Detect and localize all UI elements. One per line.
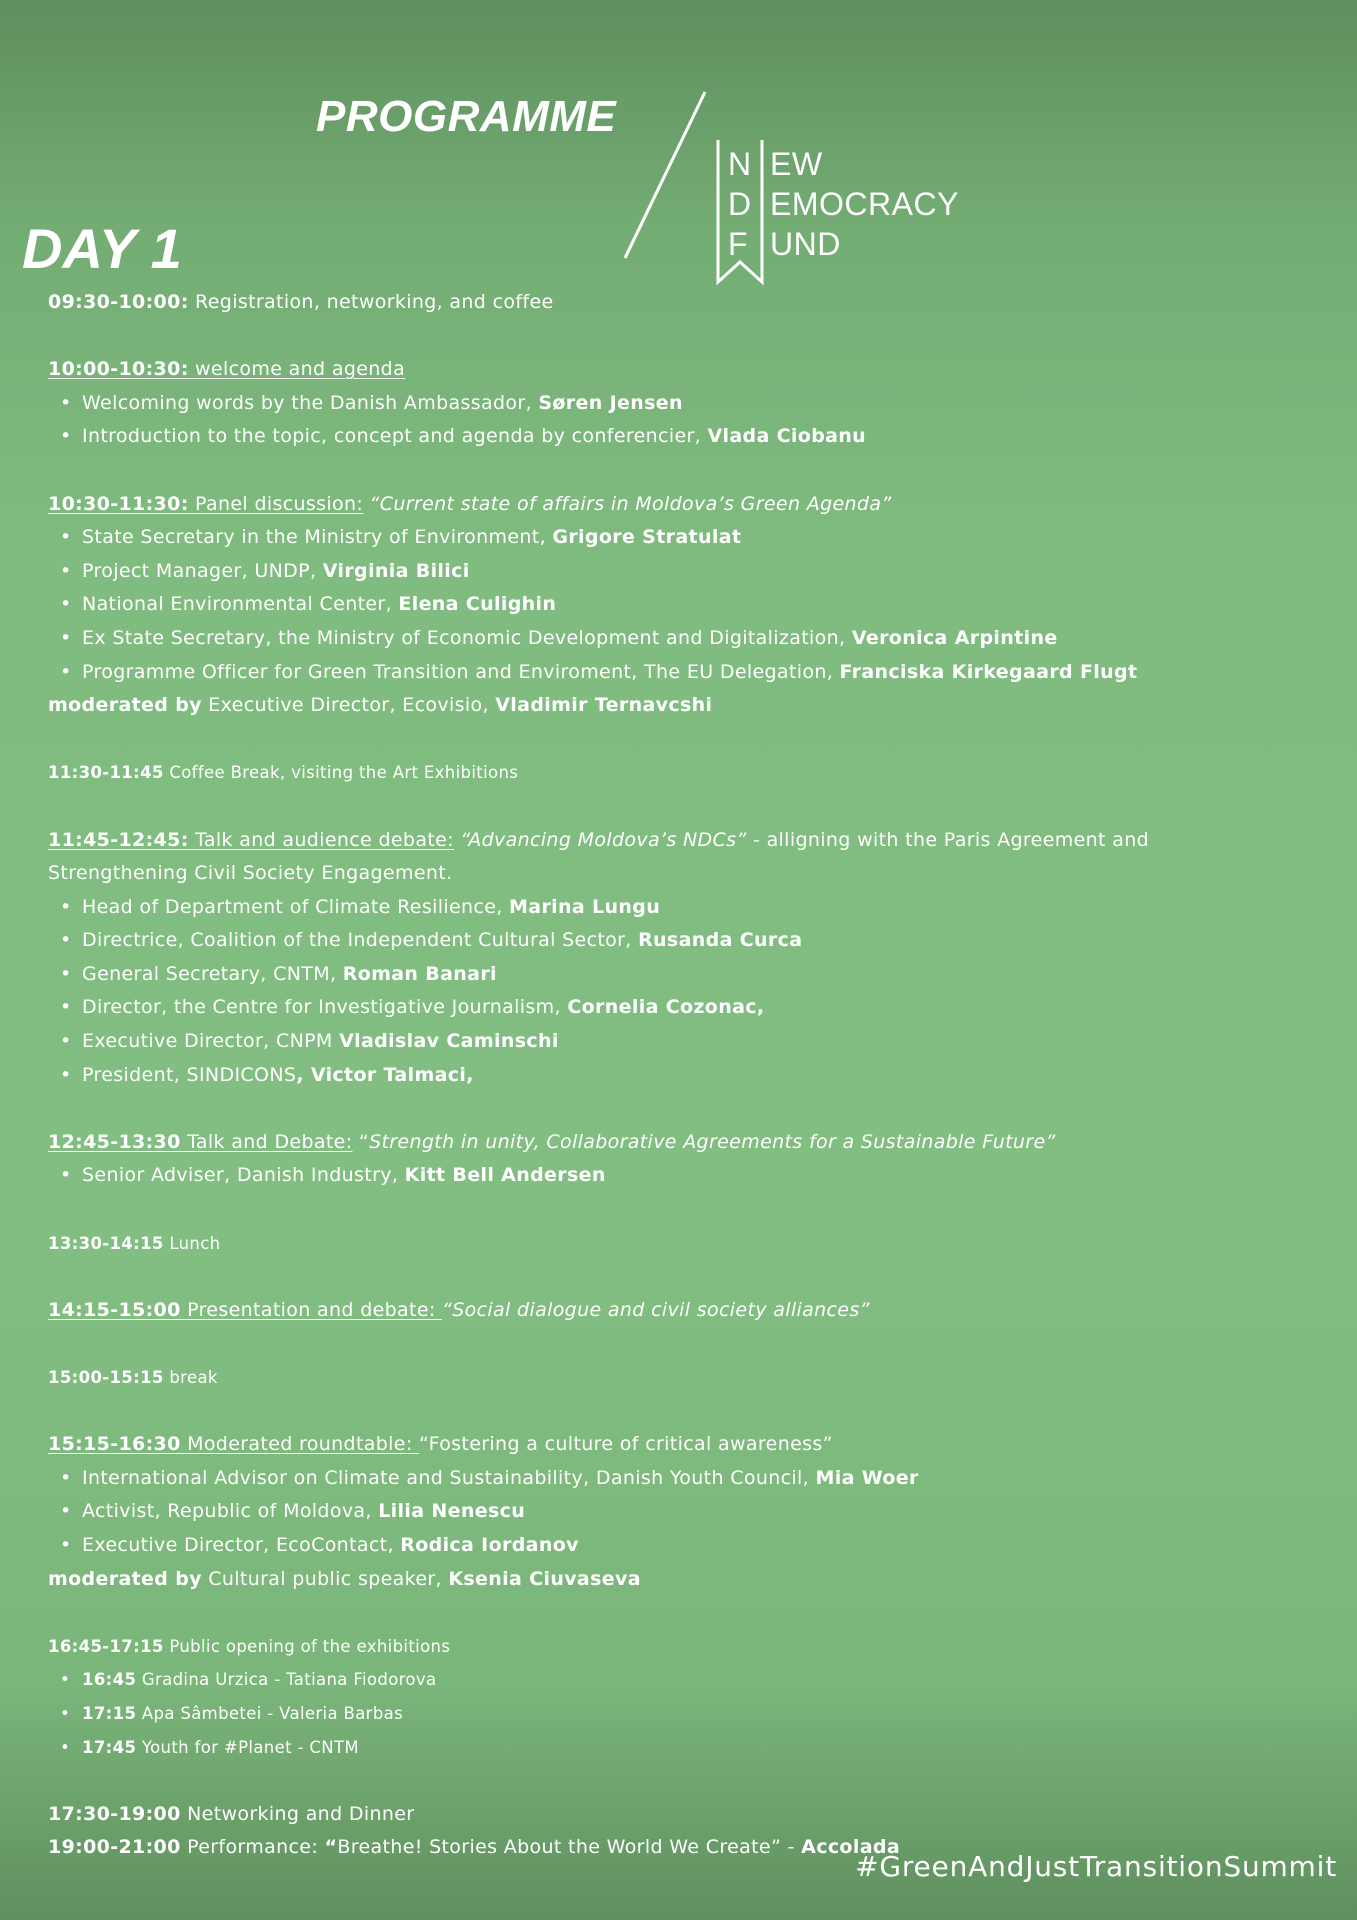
quote-open: “ <box>352 1130 370 1153</box>
session-label: Talk and Debate: <box>180 1130 353 1153</box>
day-title: DAY 1 <box>22 217 182 280</box>
speaker-role: Executive Director, CNPM <box>82 1030 340 1053</box>
speaker-name: Franciska Kirkegaard Flugt <box>839 660 1138 683</box>
list-item <box>48 1025 1338 1059</box>
agenda-item-coffee-break <box>48 756 1338 790</box>
speaker-role: Directrice, Coalition of the Independent Cultural Sector, <box>82 929 639 952</box>
speaker-role: Introduction to the topic, concept and agenda by conferencier, <box>82 425 708 448</box>
speaker-name: Vlada Ciobanu <box>707 425 867 448</box>
speaker-role: Project Manager, UNDP, <box>82 559 323 582</box>
speaker-name: Marina Lungu <box>509 895 661 918</box>
list-item <box>48 1663 1338 1697</box>
session-text: Coffee Break, visiting the Art Exhibitions <box>163 763 519 783</box>
moderator-label: moderated by <box>48 1567 202 1590</box>
exhibition-time: 17:45 <box>82 1737 137 1757</box>
moderator-role: Cultural public speaker, <box>201 1567 449 1590</box>
session-header-continued: Strengthening Civil Society Engagement. <box>48 862 453 885</box>
speaker-role: President, SINDICONS <box>82 1063 297 1086</box>
session-label: Presentation and debate: <box>180 1298 443 1321</box>
speaker-role: State Secretary in the Ministry of Environment, <box>82 526 553 549</box>
speaker-role: Activist, Republic of Moldova, <box>82 1500 379 1523</box>
list-item <box>48 555 1338 589</box>
speaker-role: Head of Department of Climate Resilience, <box>82 895 510 918</box>
agenda-item-break <box>48 1361 1338 1395</box>
session-time: 12:45-13:30 <box>48 1130 181 1153</box>
logo-word-und: UND <box>770 226 841 262</box>
session-quote: “Advancing Moldova’s NDCs” <box>453 828 747 851</box>
list-item <box>48 387 1338 421</box>
list-item <box>48 656 1338 690</box>
agenda-item-lunch <box>48 1227 1338 1261</box>
session-text: Networking and Dinner <box>180 1802 415 1825</box>
programme-title: PROGRAMME <box>316 92 617 141</box>
session-time: 19:00-21:00 <box>48 1836 181 1859</box>
moderator-label: moderated by <box>48 694 202 717</box>
speaker-name: Cornelia Cozonac, <box>567 996 765 1019</box>
speaker-name: Virginia Bilici <box>322 559 470 582</box>
list-item <box>48 891 1338 925</box>
session-time: 15:15-16:30 <box>48 1433 181 1456</box>
speaker-name: Rusanda Curca <box>638 929 803 952</box>
session-time: 09:30-10:00: <box>48 291 189 313</box>
session-header-panel <box>48 488 1338 522</box>
logo-letter-n: N <box>728 146 752 182</box>
agenda-item-dinner <box>48 1798 1338 1832</box>
session-rest: - alligning with the Paris Agreement and <box>746 828 1150 851</box>
quote-open: “ <box>324 1836 338 1859</box>
session-text: Lunch <box>163 1233 221 1253</box>
speaker-name: Grigore Stratulat <box>552 526 742 549</box>
session-label: Moderated roundtable: <box>180 1433 419 1456</box>
list-item <box>48 588 1338 622</box>
speaker-role: Programme Officer for Green Transition and Enviroment, The EU Delegation, <box>82 660 840 683</box>
session-header-social-dialogue <box>48 1294 1338 1328</box>
speaker-role: Executive Director, EcoContact, <box>82 1533 401 1556</box>
logo-word-ew: EW <box>770 146 823 182</box>
performer-name: Accolada <box>801 1836 900 1859</box>
moderator-name: Vladimir Ternavcshi <box>495 694 713 717</box>
ndf-logo <box>716 140 976 290</box>
list-item <box>48 1529 1338 1563</box>
session-header-roundtable <box>48 1428 1338 1462</box>
session-time: 10:00-10:30: <box>48 358 189 381</box>
moderator-line <box>48 689 1338 723</box>
session-header-welcome <box>48 353 1338 387</box>
list-item <box>48 1731 1338 1765</box>
list-item <box>48 1697 1338 1731</box>
speaker-name: Mia Woer <box>815 1466 919 1489</box>
speaker-role: Senior Adviser, Danish Industry, <box>82 1164 405 1187</box>
agenda-item-registration <box>48 286 1338 320</box>
exhibition-time: 16:45 <box>82 1670 137 1690</box>
session-time: 15:00-15:15 <box>48 1368 164 1387</box>
list-item <box>48 622 1338 656</box>
speaker-name: Rodica Iordanov <box>400 1533 579 1556</box>
logo-letter-d: D <box>728 186 752 222</box>
moderator-line <box>48 1563 1338 1597</box>
list-item <box>48 521 1338 555</box>
exhibition-time: 17:15 <box>82 1703 137 1723</box>
session-quote: Strength in unity, Collaborative Agreements for a Sustainable Future” <box>369 1130 1056 1153</box>
separator: - <box>781 1836 802 1859</box>
session-time: 17:30-19:00 <box>48 1802 181 1825</box>
session-time: 13:30-14:15 <box>48 1233 164 1253</box>
session-text: Performance: <box>180 1836 325 1859</box>
list-item <box>48 991 1338 1025</box>
moderator-name: Ksenia Ciuvaseva <box>448 1567 641 1590</box>
exhibition-name: Apa Sâmbetei - Valeria Barbas <box>136 1703 404 1723</box>
exhibition-name: Gradina Urzica - Tatiana Fiodorova <box>136 1670 437 1690</box>
session-quote: “Current state of affairs in Moldova’s Green Agenda” <box>363 492 892 515</box>
list-item <box>48 1495 1338 1529</box>
exhibition-name: Youth for #Planet - CNTM <box>136 1737 359 1757</box>
session-time: 11:45-12:45: <box>48 828 189 851</box>
list-item <box>48 1059 1338 1093</box>
session-time: 14:15-15:00 <box>48 1298 181 1321</box>
moderator-role: Executive Director, Ecovisio, <box>201 694 496 717</box>
session-time: 16:45-17:15 <box>48 1636 164 1656</box>
list-item <box>48 958 1338 992</box>
speaker-name: Vladislav Caminschi <box>339 1030 559 1053</box>
speaker-name: Kitt Bell Andersen <box>404 1164 606 1187</box>
speaker-role: General Secretary, CNTM, <box>82 962 343 985</box>
agenda <box>48 286 1338 1865</box>
session-label: Talk and audience debate: <box>188 828 454 851</box>
hashtag: #GreenAndJustTransitionSummit <box>855 1850 1337 1883</box>
divider-slash <box>615 88 715 268</box>
speaker-name: Roman Banari <box>342 962 497 985</box>
logo-word-emocracy: EMOCRACY <box>770 186 959 222</box>
session-quote: “Fostering a culture of critical awareness” <box>418 1433 833 1456</box>
session-header-ndcs <box>48 824 1338 858</box>
speaker-role: National Environmental Center, <box>82 593 399 616</box>
list-item <box>48 1159 1338 1193</box>
speaker-role: International Advisor on Climate and Sustainability, Danish Youth Council, <box>82 1466 816 1489</box>
list-item <box>48 1462 1338 1496</box>
logo-letter-f: F <box>728 226 748 262</box>
speaker-name: Søren Jensen <box>538 391 683 414</box>
speaker-name: Elena Culighin <box>398 593 557 616</box>
session-time: 10:30-11:30: <box>48 492 189 515</box>
session-time: 11:30-11:45 <box>48 763 164 783</box>
session-text: Public opening of the exhibitions <box>163 1636 451 1656</box>
speaker-name: Lilia Nenescu <box>378 1500 526 1523</box>
speaker-name: , Victor Talmaci, <box>296 1063 474 1086</box>
session-header-strength-in-unity <box>48 1126 1338 1160</box>
list-item <box>48 924 1338 958</box>
session-quote: Breathe! Stories About the World We Create” <box>337 1836 782 1859</box>
speaker-role: Director, the Centre for Investigative Journalism, <box>82 996 568 1019</box>
session-title: welcome and agenda <box>188 358 406 381</box>
session-label: Panel discussion: <box>188 492 364 515</box>
session-text: break <box>163 1368 218 1387</box>
list-item <box>48 420 1338 454</box>
session-text: Registration, networking, and coffee <box>188 291 554 313</box>
speaker-name: Veronica Arpintine <box>851 626 1058 649</box>
session-quote: “Social dialogue and civil society alliances” <box>442 1298 870 1321</box>
session-header-exhibitions <box>48 1630 1338 1664</box>
speaker-role: Welcoming words by the Danish Ambassador, <box>82 391 539 414</box>
speaker-role: Ex State Secretary, the Ministry of Economic Development and Digitalization, <box>82 626 852 649</box>
